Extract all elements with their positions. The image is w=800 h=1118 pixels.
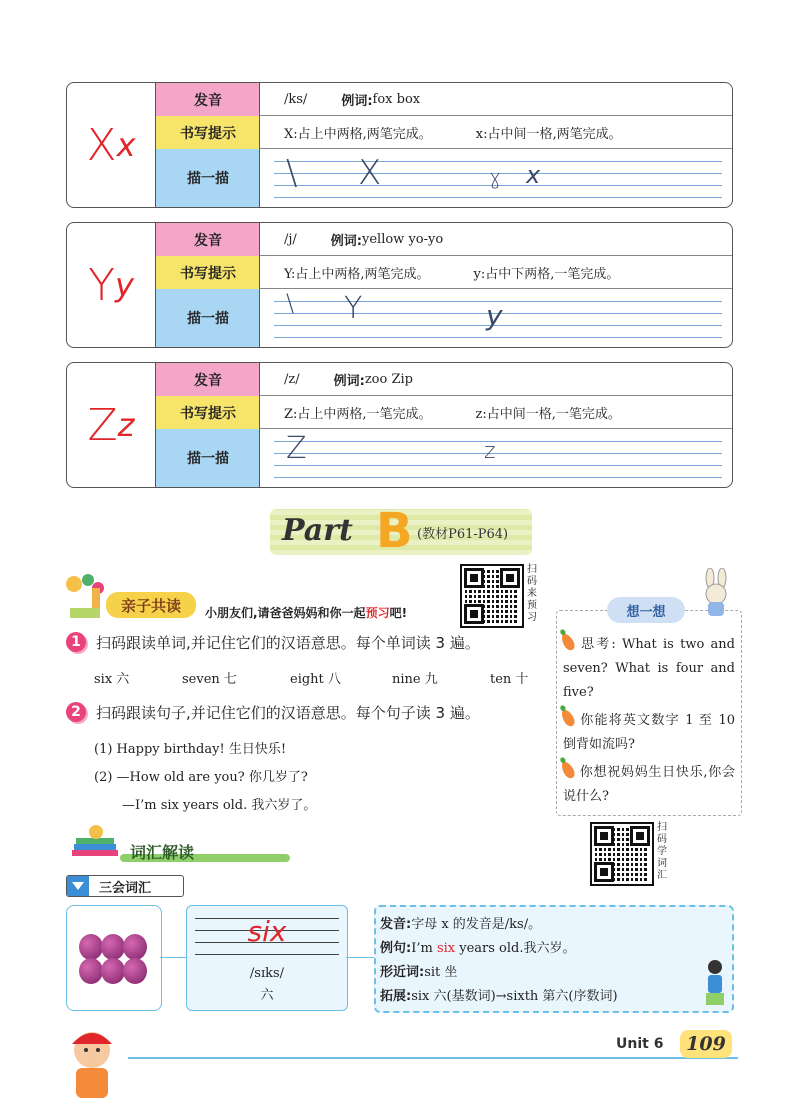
writing-cell: Z:占上中两格,一笔完成。 z:占中间一格,一笔完成。 bbox=[259, 396, 732, 429]
label-trace: 描一描 bbox=[155, 429, 260, 487]
letter-y-display: Y y bbox=[88, 259, 134, 311]
pronounce-cell: /ks/ 例词: fox box bbox=[259, 83, 732, 116]
textbook-ref: (教材P61-P64) bbox=[417, 527, 509, 542]
vocab-word-card bbox=[186, 905, 348, 1011]
trace-stroke: \ bbox=[286, 153, 298, 193]
part-word: Part bbox=[282, 513, 353, 548]
vocab-word: six bbox=[247, 915, 287, 948]
page-number: 109 bbox=[680, 1030, 732, 1058]
word-nine: nine 九 bbox=[392, 672, 438, 687]
task-2-text: 扫码跟读句子,并记住它们的汉语意思。每个句子读 3 遍。 bbox=[96, 704, 480, 722]
note-extend: 拓展:six 六(基数词)→sixth 第六(序数词) bbox=[380, 989, 618, 1004]
pronounce-cell: /z/ 例词: zoo Zip bbox=[259, 363, 732, 396]
trace-lower: z bbox=[484, 439, 496, 464]
word-ten: ten 十 bbox=[490, 672, 529, 687]
qr-code-vocab[interactable] bbox=[590, 822, 654, 886]
six-plums-image bbox=[66, 905, 162, 1011]
writing-cell: X:占上中两格,两笔完成。 x:占中间一格,两笔完成。 bbox=[259, 116, 732, 149]
vocab-section-title: 词汇解读 bbox=[130, 843, 195, 862]
task-1-text: 扫码跟读单词,并记住它们的汉语意思。每个单词读 3 遍。 bbox=[96, 634, 480, 652]
note-example: 例句:I’m six years old.我六岁。 bbox=[380, 941, 576, 956]
label-writing: 书写提示 bbox=[155, 116, 260, 150]
word-seven: seven 七 bbox=[182, 672, 237, 687]
dog-books-icon bbox=[70, 824, 124, 864]
think-question-2: 你能将英文数字 1 至 10 倒背如流吗? bbox=[563, 709, 735, 757]
part-letter: B bbox=[376, 503, 413, 559]
word-eight: eight 八 bbox=[290, 672, 341, 687]
mascot-icon bbox=[58, 1026, 128, 1108]
rabbit-icon bbox=[694, 568, 738, 618]
qr-code-preview[interactable] bbox=[460, 564, 524, 628]
label-trace: 描一描 bbox=[155, 149, 260, 207]
parent-reading-title: 亲子共读 bbox=[106, 592, 196, 618]
letter-card-y bbox=[66, 222, 733, 348]
connector bbox=[160, 957, 186, 958]
footer-line bbox=[128, 1057, 738, 1059]
label-trace: 描一描 bbox=[155, 289, 260, 347]
label-pronounce: 发音 bbox=[155, 83, 260, 117]
vocab-meaning: 六 bbox=[260, 988, 274, 1003]
trace-stroke: ɣ bbox=[488, 165, 502, 189]
sentence-3: —I’m six years old. 我六岁了。 bbox=[122, 798, 317, 813]
sentence-1: (1) Happy birthday! 生日快乐! bbox=[94, 742, 287, 757]
label-writing: 书写提示 bbox=[155, 256, 260, 290]
carrot-icon bbox=[559, 760, 577, 781]
vocab-notes bbox=[374, 905, 734, 1013]
label-pronounce: 发音 bbox=[155, 223, 260, 257]
parent-invite: 小朋友们,请爸爸妈妈和你一起预习吧! bbox=[205, 606, 408, 620]
label-writing: 书写提示 bbox=[155, 396, 260, 430]
pronounce-cell: /j/ 例词: yellow yo-yo bbox=[259, 223, 732, 256]
unit-label: Unit 6 bbox=[616, 1036, 664, 1052]
connector bbox=[346, 957, 374, 958]
letter-card-z bbox=[66, 362, 733, 488]
think-question-1: 思考: What is two and seven? What is four and five? bbox=[563, 633, 735, 705]
sentence-2: (2) —How old are you? 你几岁了? bbox=[94, 770, 308, 785]
note-similar: 形近词:sit 坐 bbox=[380, 965, 458, 980]
trace-cell bbox=[259, 289, 732, 347]
trace-upper: X bbox=[358, 153, 382, 193]
trace-cell bbox=[259, 149, 732, 207]
giraffe-icon bbox=[64, 572, 110, 622]
three-skills-vocab-label: 三会词汇 bbox=[66, 875, 184, 897]
writing-cell: Y:占上中两格,两笔完成。 y:占中下两格,一笔完成。 bbox=[259, 256, 732, 289]
letter-card-x bbox=[66, 82, 733, 208]
trace-upper: Y bbox=[344, 291, 363, 326]
vocab-phonetic: /sɪks/ bbox=[249, 966, 285, 981]
task-number-2: 2 bbox=[66, 702, 86, 722]
think-box bbox=[556, 604, 742, 816]
think-question-3: 你想祝妈妈生日快乐,你会说什么? bbox=[563, 761, 735, 809]
label-pronounce: 发音 bbox=[155, 363, 260, 397]
trace-upper: Z bbox=[286, 431, 307, 466]
part-b-banner bbox=[270, 503, 532, 559]
word-six: six 六 bbox=[94, 672, 130, 687]
trace-stroke: \ bbox=[286, 289, 295, 317]
trace-lower: x bbox=[526, 161, 541, 189]
note-pronounce: 发音:字母 x 的发音是/ks/。 bbox=[380, 917, 542, 932]
qr-caption: 扫码来预习 bbox=[527, 564, 537, 623]
trace-cell bbox=[259, 429, 732, 487]
carrot-icon bbox=[559, 632, 577, 653]
task-number-1: 1 bbox=[66, 632, 86, 652]
letter-x-display: X x bbox=[86, 119, 136, 171]
triangle-icon bbox=[67, 876, 89, 896]
letter-z-display: Z z bbox=[87, 399, 135, 451]
trace-lower: y bbox=[486, 299, 503, 332]
think-title: 想一想 bbox=[607, 597, 685, 623]
qr-caption: 扫码学词汇 bbox=[657, 822, 667, 881]
girl-reading-icon bbox=[702, 957, 728, 1007]
vocab-header bbox=[70, 836, 220, 862]
carrot-icon bbox=[559, 708, 577, 729]
